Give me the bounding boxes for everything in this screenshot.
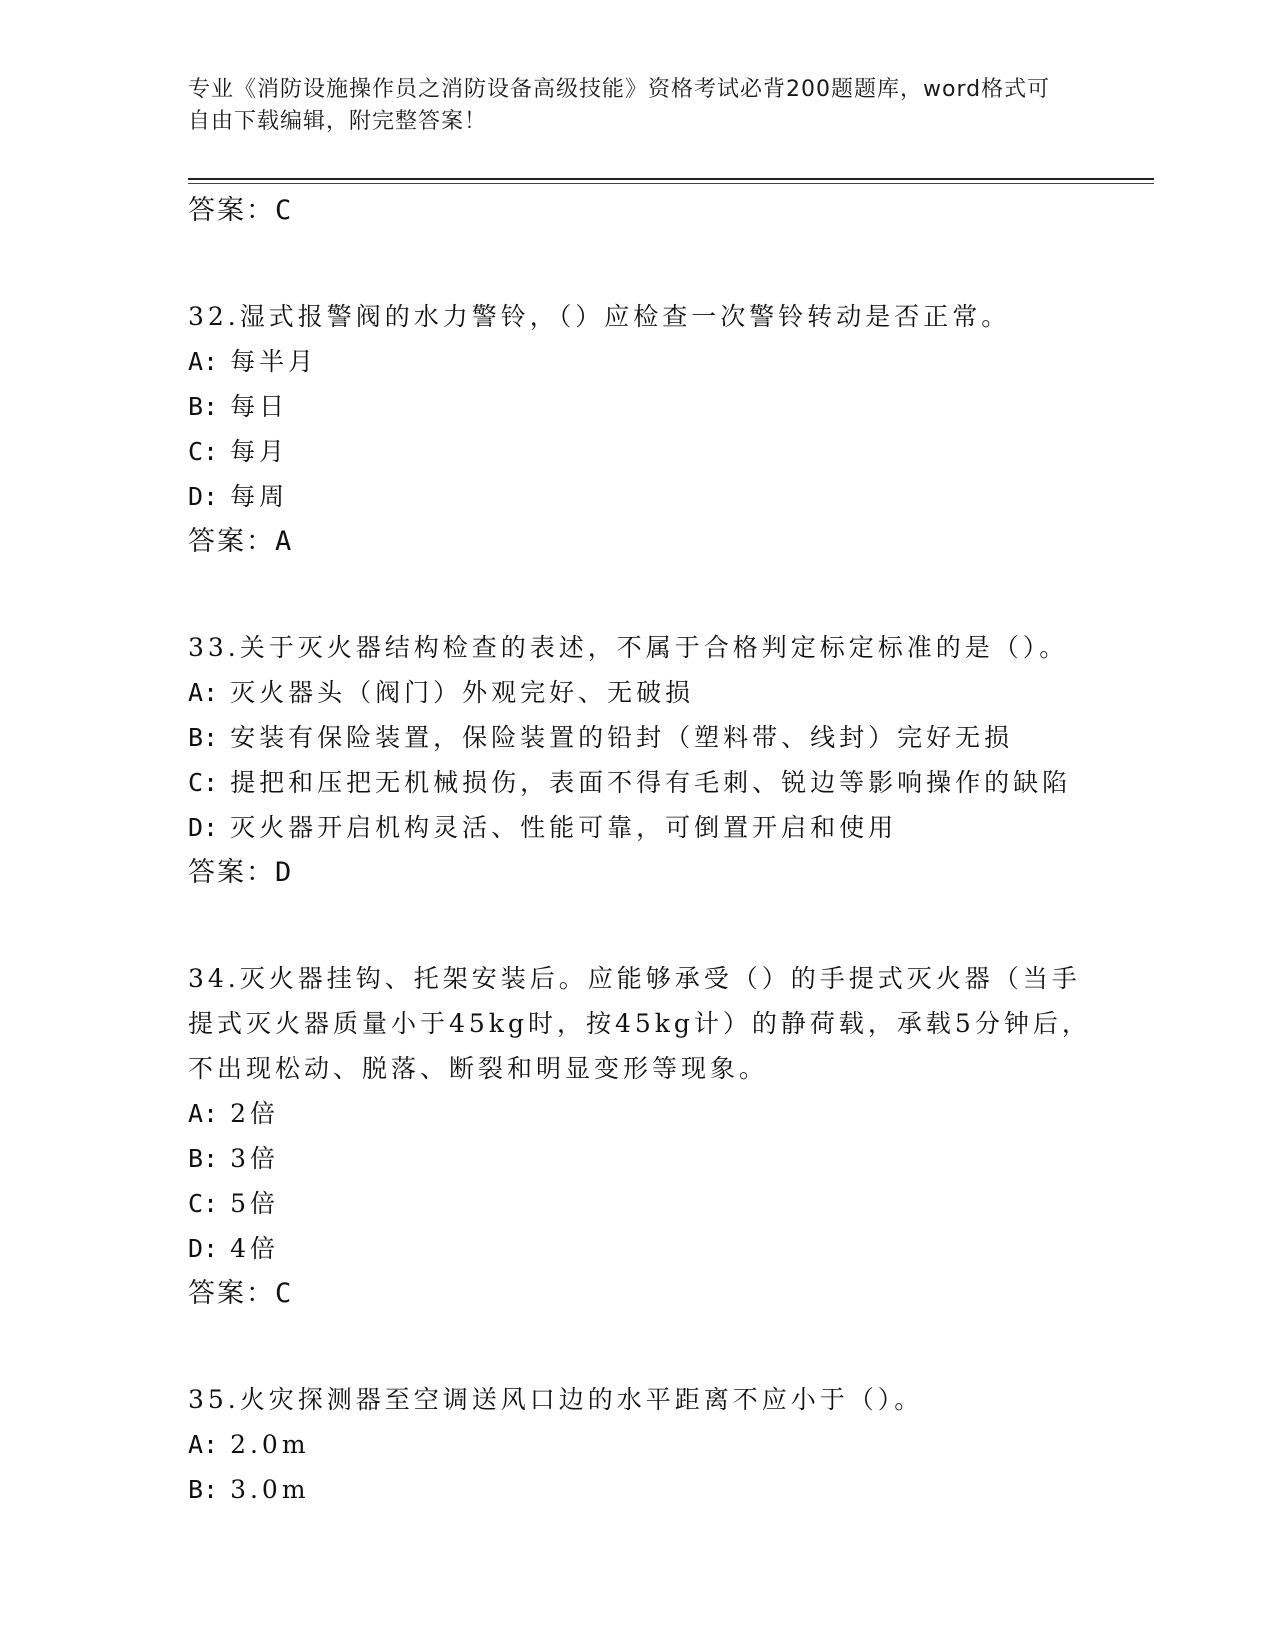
answer-label: 答案： <box>188 526 275 557</box>
answer-label: 答案： <box>188 857 275 888</box>
answer-value: A <box>275 526 292 557</box>
option-b <box>188 384 1108 429</box>
option-text: 每月 <box>230 437 289 466</box>
option-key: D: <box>188 1234 219 1263</box>
option-text: 4倍 <box>230 1234 279 1263</box>
answer-line <box>188 850 1108 896</box>
option-text: 3.0m <box>230 1475 310 1504</box>
option-key: C: <box>188 437 219 466</box>
option-a <box>188 670 1108 715</box>
option-d <box>188 474 1108 519</box>
option-b <box>188 715 1108 760</box>
option-key: D: <box>188 813 219 842</box>
option-d <box>188 1226 1108 1271</box>
question-stem: 33.关于灭火器结构检查的表述，不属于合格判定标定标准的是（）。 <box>188 633 1069 662</box>
answer-line <box>188 188 1108 234</box>
option-key: B: <box>188 1475 219 1504</box>
option-key: C: <box>188 768 219 797</box>
option-key: A: <box>188 678 219 707</box>
spacer <box>188 1317 1108 1377</box>
option-text: 每半月 <box>230 347 318 376</box>
answer-value: C <box>275 1278 292 1309</box>
question-stem: 34.灭火器挂钩、托架安装后。应能够承受（）的手提式灭火器（当手提式灭火器质量小于45kg时，按45kg计）的静荷载，承载5分钟后，不出现松动、脱落、断裂和明显变形等现象。 <box>188 964 1091 1083</box>
option-c <box>188 1181 1108 1226</box>
option-text: 2.0m <box>230 1430 310 1459</box>
answer-value: D <box>275 857 292 888</box>
option-key: A: <box>188 347 219 376</box>
option-a <box>188 1091 1108 1136</box>
option-key: A: <box>188 1099 219 1128</box>
question-34 <box>188 956 1108 1317</box>
question-33 <box>188 625 1108 896</box>
option-a <box>188 1422 1108 1467</box>
option-b <box>188 1467 1108 1512</box>
option-text: 每日 <box>230 392 289 421</box>
option-text: 安装有保险装置，保险装置的铅封（塑料带、线封）完好无损 <box>230 723 1014 752</box>
answer-label: 答案： <box>188 1278 275 1309</box>
option-a <box>188 339 1108 384</box>
option-d <box>188 805 1108 850</box>
header-rule-thin <box>188 183 1154 184</box>
question-32 <box>188 294 1108 565</box>
spacer <box>188 565 1108 625</box>
option-key: B: <box>188 392 219 421</box>
option-key: B: <box>188 723 219 752</box>
option-b <box>188 1136 1108 1181</box>
document-header: 专业《消防设施操作员之消防设备高级技能》资格考试必背200题题库，word格式可自由下载编辑，附完整答案！ <box>188 77 1051 134</box>
spacer <box>188 896 1108 956</box>
answer-line <box>188 519 1108 565</box>
option-text: 3倍 <box>230 1144 279 1173</box>
question-35 <box>188 1377 1108 1512</box>
question-list <box>188 188 1108 1512</box>
answer-value: C <box>275 195 292 226</box>
option-c <box>188 760 1108 805</box>
option-c <box>188 429 1108 474</box>
option-key: C: <box>188 1189 219 1218</box>
option-text: 提把和压把无机械损伤，表面不得有毛刺、锐边等影响操作的缺陷 <box>230 768 1072 797</box>
option-text: 2倍 <box>230 1099 279 1128</box>
option-key: A: <box>188 1430 219 1459</box>
answer-line <box>188 1271 1108 1317</box>
option-text: 每周 <box>230 482 289 511</box>
header-rule <box>188 178 1154 180</box>
option-text: 5倍 <box>230 1189 279 1218</box>
option-key: B: <box>188 1144 219 1173</box>
answer-label: 答案： <box>188 195 275 226</box>
option-text: 灭火器头（阀门）外观完好、无破损 <box>230 678 695 707</box>
option-key: D: <box>188 482 219 511</box>
question-stem: 32.湿式报警阀的水力警铃，（）应检查一次警铃转动是否正常。 <box>188 302 1011 331</box>
question-stem: 35.火灾探测器至空调送风口边的水平距离不应小于（）。 <box>188 1385 924 1414</box>
option-text: 灭火器开启机构灵活、性能可靠，可倒置开启和使用 <box>230 813 898 842</box>
spacer <box>188 234 1108 294</box>
